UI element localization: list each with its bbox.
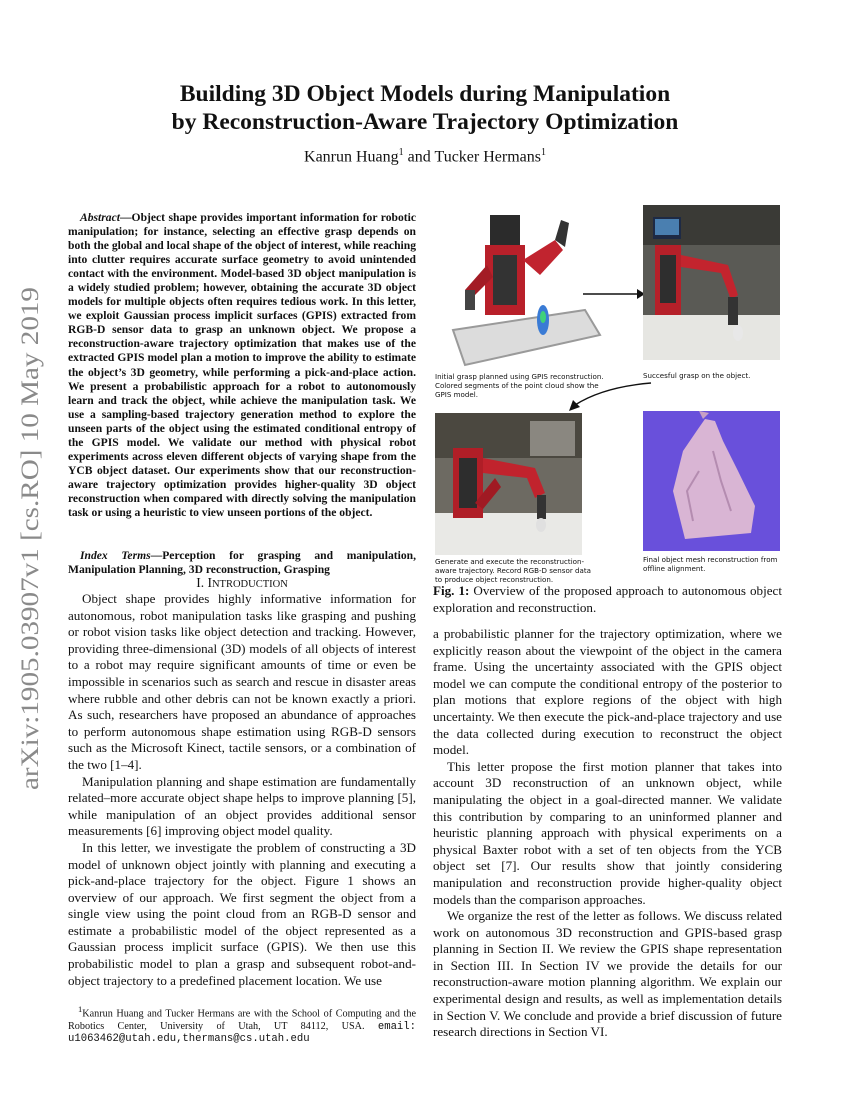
section-numeral: I. — [196, 575, 205, 590]
paragraph: Object shape provides highly informative information for autonomous, robot manipulation tasks like grasping and pushing or robot vision tasks like object detection and tracking. However, providing three-dimensional (3D) models of all objects of interest to a robot may require significant amounts of time or even be impossible in scenarios such as search and rescue in disaster areas where rubble and other debris can not be known exactly a priori. As such, researchers have proposed an abundance of approaches to perform autonomous shape estimation using RGB-D sensors such as the Microsoft Kinect, tactile sensors, or a combination of the two [1–4]. — [68, 591, 416, 772]
index-terms-label: Index Terms — [80, 549, 151, 562]
abstract-text: —Object shape provides important information for robotic manipulation; for instance, selecting an effective grasp depends on both the global and local shape of the object of interest, while reaching into clutter requires accurate surface geometry to avoid unintended contact with the environment. Model-based 3D object manipulation is a widely studied problem; however, obtaining the accurate 3D object models for multiple objects often requires tedious work. In this letter, we exploit Gaussian process implicit surfaces (GPIS) extracted from RGB-D sensor data to grasp an unknown object. We propose a reconstruction-aware trajectory optimization that makes use of the extracted GPIS model plan a motion to improve the ability to estimate the object’s 3D geometry, while performing a pick-and-place action. We present a probabilistic approach for a robot to autonomously learn and track the object, while achieve the manipulation task. We use a sampling-based trajectory generation method to explore the unseen parts of the object using the estimated conditional entropy of the GPIS model. We validate our method with physical robot experiments across eleven different objects of varying shape from the YCB object dataset. Our experiments show that our reconstruction-aware trajectory optimization provides higher-quality 3D object reconstruction when compared with directly solving the manipulation task or using a heuristic to view unseen portions of the object. — [68, 211, 416, 519]
arrow-right-icon — [583, 287, 645, 301]
footnote-emails: u1063462@utah.edu,thermans@cs.utah.edu — [68, 1032, 310, 1045]
figure-1 — [433, 205, 782, 585]
subcaption-initial-grasp: Initial grasp planned using GPIS reconstruction. Colored segments of the point cloud show the GPIS model. — [435, 372, 604, 399]
left-column-body — [68, 591, 416, 989]
figure-panel-trajectory — [435, 413, 582, 555]
figure-panel-mesh-reconstruction — [643, 411, 780, 551]
index-terms-text: —Perception for grasping and manipulation, Manipulation Planning, 3D reconstruction, Grasping — [68, 549, 416, 577]
abstract-label: Abstract — [80, 211, 120, 224]
figure-1-caption — [433, 583, 782, 616]
footnote-text: Kanrun Huang and Tucker Hermans are with the School of Computing and the Robotics Center, University of Utah, UT 84112, USA. — [68, 1008, 416, 1032]
author-2: Tucker Hermans — [434, 148, 541, 166]
author-1: Kanrun Huang — [304, 148, 399, 166]
subcaption-trajectory: Generate and execute the reconstruction-aware trajectory. Record RGB-D sensor data to produce object reconstruction. — [435, 557, 591, 584]
index-terms — [68, 549, 416, 577]
title-line-1: Building 3D Object Models during Manipulation — [179, 81, 671, 107]
abstract — [68, 211, 416, 520]
paragraph: We organize the rest of the letter as follows. We discuss related work on autonomous 3D reconstruction and GPIS-based grasp planning in Section II. We review the GPIS shape representation in Section III. In Section IV we provide the details for our reconstruction-aware motion planning algorithm. We explain our experimental design and results, as well as implementation details in Section V. We conclude and provide a brief discussion of future research directions in Section VI. — [433, 908, 782, 1040]
caption-label: Fig. 1: — [433, 583, 470, 598]
subcaption-successful-grasp: Succesful grasp on the object. — [643, 371, 751, 380]
arrow-curved-icon — [563, 381, 653, 413]
subcaption-mesh-reconstruction: Final object mesh reconstruction from offline alignment. — [643, 555, 778, 573]
section-title-rest: NTRODUCTION — [211, 579, 288, 590]
arxiv-stamp-text: arXiv:1905.03907v1 [cs.RO] 10 May 2019 — [15, 349, 44, 790]
section-heading-introduction — [68, 575, 416, 591]
title-line-2: by Reconstruction-Aware Trajectory Optimization — [171, 109, 679, 135]
footnote-email-label: email: — [377, 1020, 417, 1033]
paragraph: This letter propose the first motion planner that takes into account 3D reconstruction of an unknown object, while manipulating the object in a goal-directed manner. We validate this contribution by comparing to an uninformed planner and heuristic planning approach with physical experiments on a physical Baxter robot with a set of ten objects from the YCB object set [7]. Our results show that jointly considering manipulation and reconstruction provide higher-quality object models than the comparison approaches. — [433, 758, 782, 907]
paragraph: In this letter, we investigate the problem of constructing a 3D model of unknown object jointly with planning and executing a pick-and-place trajectory for the object. Figure 1 shows an overview of our approach. We first segment the object from a single view using the point cloud from an RGB-D sensor and estimate a probabilistic model of the object represented as a Gaussian process implicit surface (GPIS). We then use this probabilistic model to plan a grasp and subsequent robot-and-object trajectory to a predefined placement location. We use — [68, 839, 416, 988]
figure-panel-successful-grasp — [643, 205, 780, 360]
paper-title — [70, 80, 780, 136]
author-conjunction: and — [407, 148, 431, 166]
arxiv-stamp — [6, 285, 48, 790]
paragraph: Manipulation planning and shape estimation are fundamentally related–more accurate object shape helps to improve planning [5], while manipulation of an object provides additional sensor measurements [6] improving object model quality. — [68, 773, 416, 839]
affiliation-marker: 1 — [540, 147, 546, 158]
affiliation-marker: 1 — [398, 147, 404, 158]
footnote — [68, 1003, 416, 1045]
figure-panel-initial-grasp — [435, 205, 607, 370]
section-title-initial: I — [207, 575, 212, 590]
footnote-marker: 1 — [78, 1004, 83, 1014]
caption-text: Overview of the proposed approach to autonomous object exploration and reconstruction. — [433, 583, 782, 615]
paragraph: a probabilistic planner for the trajectory optimization, where we explicitly reason about the viewpoint of the object in the camera frame. Using the uncertainty associated with the GPIS object model we can compute the conditional entropy of the posterior to plan motions that explore regions of the object with high uncertainty. We then execute the pick-and-place trajectory and use the data collected during execution to reconstruct the object model. — [433, 626, 782, 758]
author-list — [70, 147, 780, 166]
right-column-body — [433, 626, 782, 1041]
